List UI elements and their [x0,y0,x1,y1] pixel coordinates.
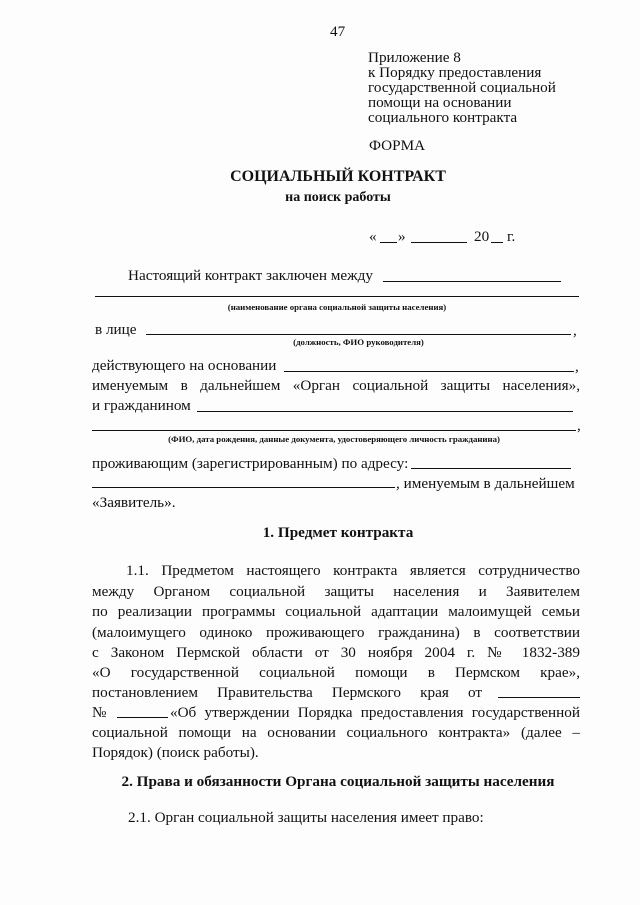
paragraph-line: (малоимущего одиноко проживающего гражданина) в соответствии [92,624,580,641]
paragraph-line: постановлением Правительства Пермского края от [92,684,482,701]
person-caption: (должность, ФИО руководителя) [293,337,424,347]
paragraph-line: по реализации программы социальной адаптации малоимущей семьи [92,603,580,620]
section2-heading: 2. Права и обязанности Органа социальной защиты населения [121,773,555,790]
appendix-line: социального контракта [368,109,518,126]
appendix-block [368,50,556,125]
citizen-field-continued[interactable] [92,430,576,431]
org-name-field-continued[interactable] [95,296,579,297]
acting-text: действующего на основании [92,357,277,374]
appendix-line: помощи на основании [368,94,512,111]
org-name-field[interactable] [383,281,561,282]
appendix-line: к Порядку предоставления [368,64,542,81]
and-citizen-text: и гражданином [92,397,191,414]
section1-heading: 1. Предмет контракта [262,524,414,541]
comma: , [573,322,577,339]
paragraph-line: 1.1. Предметом настоящего контракта является сотрудничество [126,562,580,579]
comma: , [577,417,581,434]
page-number: 47 [330,23,346,40]
paragraph-line: Порядок) (поиск работы). [92,744,259,761]
address-field[interactable] [411,468,571,469]
paragraph-line: «Об утверждении Порядка предоставления государственной [170,704,580,721]
month-field[interactable] [411,242,467,243]
date-close-quote: » [398,228,406,245]
representative-field[interactable] [146,334,571,335]
org-caption: (наименование органа социальной защиты населения) [227,302,447,312]
basis-field[interactable] [284,371,574,372]
form-label: ФОРМА [369,137,426,154]
number-sign: № [92,704,107,721]
year-prefix: 20 [474,228,490,245]
appendix-line: Приложение 8 [368,49,461,66]
date-open-quote: « [369,228,377,245]
in-person-text: в лице [95,321,137,338]
decree-number-field[interactable] [117,717,168,718]
paragraph-line: с Законом Пермской области от 30 ноября 2004 г. № 1832-389 [92,644,580,661]
citizen-field[interactable] [197,411,573,412]
day-field[interactable] [380,242,397,243]
applicant-text: «Заявитель». [92,494,176,511]
section2-item: 2.1. Орган социальной защиты населения имеет право: [128,809,484,826]
year-suffix: г. [507,228,516,245]
decree-date-field[interactable] [498,697,580,698]
address-field-continued[interactable] [92,487,395,488]
hereinafter-applicant-text: , именуемым в дальнейшем [396,475,575,492]
residing-text: проживающим (зарегистрированным) по адресу: [92,455,409,472]
document-subtitle: на поиск работы [285,190,391,205]
document-title: СОЦИАЛЬНЫЙ КОНТРАКТ [230,168,446,185]
appendix-line: государственной социальной [368,79,556,96]
hereinafter-org-text: именуемым в дальнейшем «Орган социальной защиты населения», [92,377,580,394]
year-field[interactable] [491,242,503,243]
paragraph-line: «О государственной социальной помощи в Пермском крае», [92,664,580,681]
paragraph-line: социальной помощи на основании социального контракта» (далее – [92,724,580,741]
citizen-caption: (ФИО, дата рождения, данные документа, удостоверяющего личность гражданина) [168,434,500,444]
comma: , [575,358,579,375]
concluded-text: Настоящий контракт заключен между [128,267,373,284]
paragraph-line: между Органом социальной защиты населения и Заявителем [92,583,580,600]
